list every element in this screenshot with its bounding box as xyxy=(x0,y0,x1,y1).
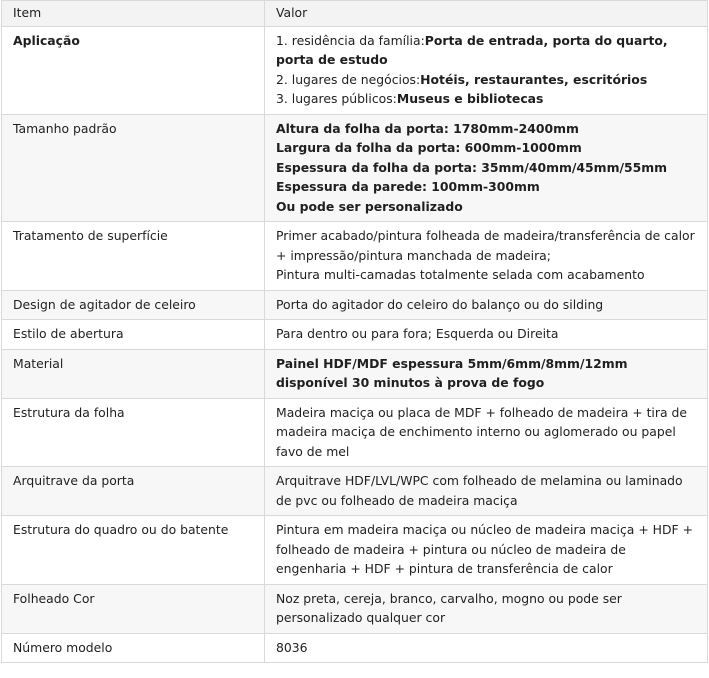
table-row xyxy=(2,26,708,114)
row-value-estrutura-folha: Madeira maciça ou placa de MDF + folheado de madeira + tira de madeira maciça de enchimento interno ou aglomerado ou papel favo de mel xyxy=(265,398,708,467)
table-row xyxy=(2,633,708,663)
value-plain: 3. lugares públicos: xyxy=(276,91,397,106)
value-line: Pintura multi-camadas totalmente selada com acabamento xyxy=(276,267,645,282)
table-row xyxy=(2,349,708,398)
value-plain: 1. residência da família: xyxy=(276,32,425,48)
value-line xyxy=(276,31,699,70)
row-value-design: Porta do agitador do celeiro do balanço ou do silding xyxy=(265,290,708,320)
row-key-tamanho: Tamanho padrão xyxy=(2,114,265,222)
value-bold: Painel HDF/MDF espessura 5mm/6mm/8mm/12mm disponível 30 minutos à prova de fogo xyxy=(276,355,628,390)
value-line xyxy=(276,70,699,90)
table-row xyxy=(2,467,708,516)
value-line xyxy=(276,89,699,109)
row-key-tratamento: Tratamento de superfície xyxy=(2,222,265,291)
value-bold: Porta de entrada, porta do quarto, porta de estudo xyxy=(276,32,668,67)
row-key-aplicacao: Aplicação xyxy=(2,26,265,114)
row-value-numero-modelo: 8036 xyxy=(265,633,708,663)
table-row xyxy=(2,398,708,467)
row-value-material xyxy=(265,349,708,398)
table-row xyxy=(2,320,708,350)
value-bold: Hotéis, restaurantes, escritórios xyxy=(420,71,648,87)
row-key-estrutura-quadro: Estrutura do quadro ou do batente xyxy=(2,516,265,585)
value-line: Largura da folha da porta: 600mm-1000mm xyxy=(276,140,582,155)
row-key-material: Material xyxy=(2,349,265,398)
value-line: Espessura da folha da porta: 35mm/40mm/45mm/55mm xyxy=(276,159,668,175)
table-row xyxy=(2,290,708,320)
row-key-design: Design de agitador de celeiro xyxy=(2,290,265,320)
row-key-estilo: Estilo de abertura xyxy=(2,320,265,350)
row-value-tamanho xyxy=(265,114,708,222)
spec-table xyxy=(1,0,708,663)
row-value-arquitrave: Arquitrave HDF/LVL/WPC com folheado de melamina ou laminado de pvc ou folheado de madeira maciça xyxy=(265,467,708,516)
row-key-arquitrave: Arquitrave da porta xyxy=(2,467,265,516)
row-value-tratamento xyxy=(265,222,708,291)
row-value-estrutura-quadro: Pintura em madeira maciça ou núcleo de madeira maciça + HDF + folheado de madeira + pintura ou núcleo de madeira de engenharia + HDF + pintura de transferência de calor xyxy=(265,516,708,585)
value-plain: 2. lugares de negócios: xyxy=(276,71,421,87)
header-value: Valor xyxy=(265,1,708,27)
table-row xyxy=(2,516,708,585)
row-value-aplicacao xyxy=(265,26,708,114)
value-line: Ou pode ser personalizado xyxy=(276,198,463,214)
table-row xyxy=(2,584,708,633)
value-line: Altura da folha da porta: 1780mm-2400mm xyxy=(276,120,579,136)
value-bold: Museus e bibliotecas xyxy=(396,91,544,106)
header-item: Item xyxy=(2,1,265,27)
table-row xyxy=(2,114,708,222)
row-key-numero-modelo: Número modelo xyxy=(2,633,265,663)
row-key-folheado-cor: Folheado Cor xyxy=(2,584,265,633)
value-line: Espessura da parede: 100mm-300mm xyxy=(276,179,540,194)
table-row xyxy=(2,222,708,291)
row-value-estilo: Para dentro ou para fora; Esquerda ou Direita xyxy=(265,320,708,350)
row-key-estrutura-folha: Estrutura da folha xyxy=(2,398,265,467)
table-header-row xyxy=(2,1,708,27)
row-value-folheado-cor: Noz preta, cereja, branco, carvalho, mogno ou pode ser personalizado qualquer cor xyxy=(265,584,708,633)
value-line: Primer acabado/pintura folheada de madeira/transferência de calor + impressão/pintura manchada de madeira; xyxy=(276,228,695,263)
